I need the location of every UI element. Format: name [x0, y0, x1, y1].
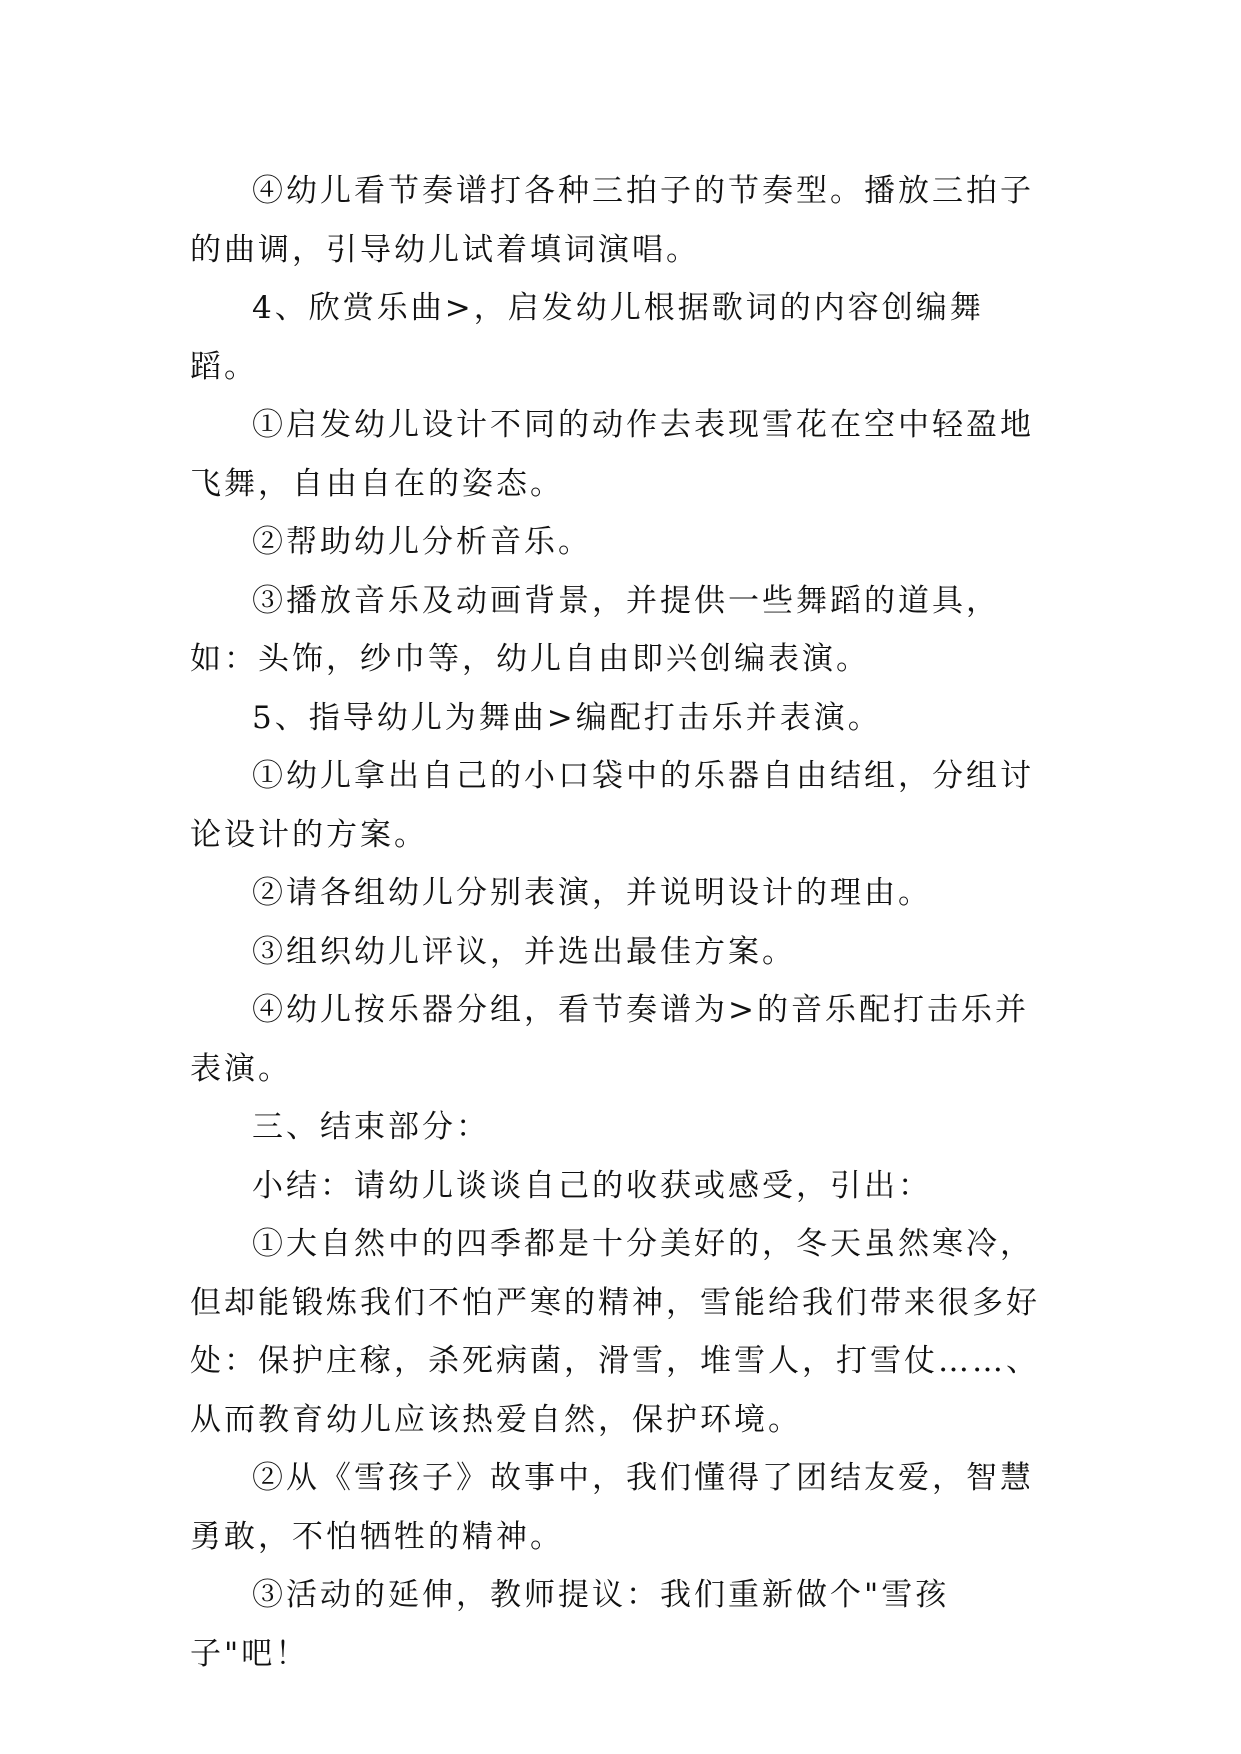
paragraph: ②帮助幼儿分析音乐。	[252, 524, 592, 560]
paragraph: ②请各组幼儿分别表演，并说明设计的理由。	[252, 875, 932, 911]
paragraph: ①大自然中的四季都是十分美好的，冬天虽然寒冷，但却能锻炼我们不怕严寒的精神，雪能给我们带来很多好处：保护庄稼，杀死病菌，滑雪，堆雪人，打雪仗……、从而教育幼儿应该热爱自然，保护环境。	[190, 1226, 1040, 1438]
section-heading: 三、结束部分：	[252, 1109, 490, 1145]
paragraph: ④幼儿按乐器分组，看节奏谱为>的音乐配打击乐并表演。	[190, 992, 1029, 1087]
document-body	[190, 162, 1050, 1683]
paragraph: 4、欣赏乐曲>，启发幼儿根据歌词的内容创编舞蹈。	[190, 290, 984, 385]
paragraph: 5、指导幼儿为舞曲>编配打击乐并表演。	[252, 699, 882, 736]
paragraph: ①启发幼儿设计不同的动作去表现雪花在空中轻盈地飞舞，自由自在的姿态。	[190, 407, 1034, 502]
paragraph: ②从《雪孩子》故事中，我们懂得了团结友爱，智慧勇敢，不怕牺牲的精神。	[190, 1460, 1034, 1555]
paragraph: ③组织幼儿评议，并选出最佳方案。	[252, 933, 796, 970]
paragraph: ①幼儿拿出自己的小口袋中的乐器自由结组，分组讨论设计的方案。	[190, 758, 1034, 853]
paragraph: ③播放音乐及动画背景，并提供一些舞蹈的道具，如：头饰，纱巾等，幼儿自由即兴创编表演。	[190, 582, 1000, 677]
paragraph: ④幼儿看节奏谱打各种三拍子的节奏型。播放三拍子的曲调，引导幼儿试着填词演唱。	[190, 173, 1034, 268]
paragraph: ③活动的延伸，教师提议：我们重新做个"雪孩子"吧！	[190, 1577, 950, 1672]
paragraph: 小结：请幼儿谈谈自己的收获或感受，引出：	[252, 1167, 932, 1204]
